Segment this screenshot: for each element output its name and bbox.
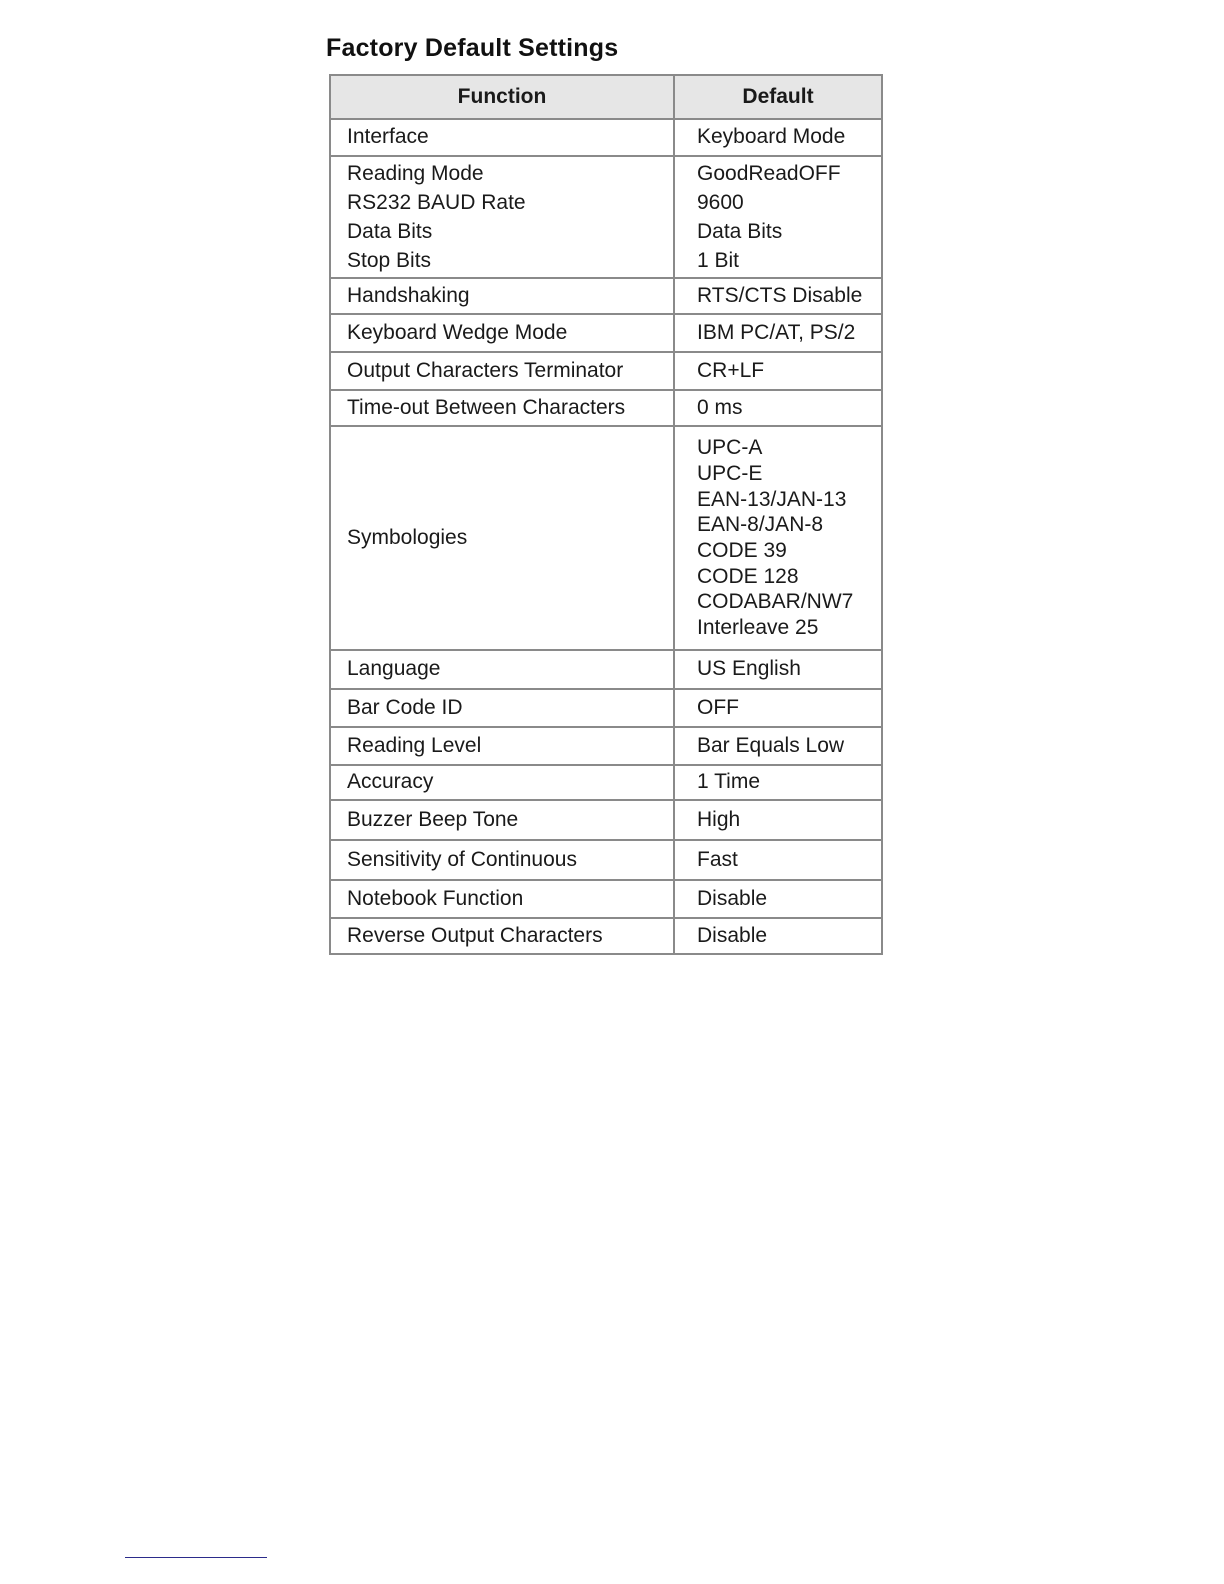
function-text: Accuracy [347,770,434,794]
function-cell [330,278,674,314]
default-cell [674,650,882,689]
default-cell [674,689,882,727]
default-text: GoodReadOFF [697,162,841,185]
default-cell [674,119,882,156]
table-row [330,156,882,278]
default-cell [674,278,882,314]
function-cell [330,765,674,800]
table-row [330,727,882,765]
factory-default-settings-table [329,74,883,955]
function-text: Reading Mode [347,162,484,185]
table-row [330,278,882,314]
table-row [330,390,882,426]
function-text: Data Bits [347,220,433,243]
default-text: Keyboard Mode [697,125,846,149]
default-cell [674,727,882,765]
default-cell [674,352,882,390]
default-text: EAN-13/JAN-13 [697,487,847,511]
table-row [330,689,882,727]
function-cell [330,390,674,426]
default-text: High [697,807,741,831]
column-header-default: Default [674,75,882,119]
default-cell [674,840,882,880]
default-text: Interleave 25 [697,616,819,640]
default-cell [674,800,882,840]
table-row [330,352,882,390]
default-text: Disable [697,923,768,947]
default-text: IBM PC/AT, PS/2 [697,320,856,344]
default-text: Data Bits [697,220,783,243]
default-text: UPC-E [697,461,763,485]
function-text: Sensitivity of Continuous [347,847,577,871]
default-cell [674,426,882,650]
default-text: 9600 [697,191,744,214]
function-text: Reading Level [347,733,482,757]
function-cell [330,689,674,727]
table-header-row [330,75,882,119]
function-text: Language [347,657,441,681]
default-text: 0 ms [697,395,743,419]
function-cell [330,650,674,689]
default-text: US English [697,657,801,681]
table-row [330,840,882,880]
default-text: OFF [697,695,739,719]
function-text: Output Characters Terminator [347,358,624,382]
table-row [330,314,882,352]
function-text: Time-out Between Characters [347,395,626,419]
default-cell [674,314,882,352]
function-text: Handshaking [347,283,470,307]
default-cell [674,765,882,800]
default-text: Disable [697,886,768,910]
default-text: EAN-8/JAN-8 [697,513,824,537]
footnote-separator [125,1557,267,1558]
function-text: Reverse Output Characters [347,923,603,947]
default-text: CODE 128 [697,564,799,588]
function-cell [330,727,674,765]
default-cell [674,918,882,954]
function-cell [330,800,674,840]
default-text: CODE 39 [697,539,787,562]
table-row [330,800,882,840]
default-text: Fast [697,847,738,871]
page-title: Factory Default Settings [326,34,619,62]
function-cell [330,840,674,880]
function-text: Interface [347,125,429,149]
table-row [330,650,882,689]
function-text: Bar Code ID [347,695,463,719]
table-row [330,880,882,918]
function-cell [330,426,674,650]
function-cell [330,119,674,156]
function-text: Keyboard Wedge Mode [347,320,568,344]
table-row [330,426,882,650]
function-text: Notebook Function [347,886,524,910]
table-row [330,765,882,800]
default-text: UPC-A [697,436,763,460]
function-cell [330,918,674,954]
default-cell [674,156,882,278]
column-header-function: Function [330,75,674,119]
function-cell [330,314,674,352]
function-text: Stop Bits [347,249,432,272]
function-text: Symbologies [347,526,468,550]
table-row [330,119,882,156]
function-cell [330,352,674,390]
default-text: CODABAR/NW7 [697,590,854,614]
default-text: RTS/CTS Disable [697,283,863,307]
table-row [330,918,882,954]
function-cell [330,880,674,918]
default-cell [674,390,882,426]
function-cell [330,156,674,278]
function-text: RS232 BAUD Rate [347,191,526,214]
default-text: 1 Time [697,770,761,794]
default-text: Bar Equals Low [697,733,845,757]
default-cell [674,880,882,918]
function-text: Buzzer Beep Tone [347,807,519,831]
default-text: CR+LF [697,358,765,382]
default-text: 1 Bit [697,249,740,272]
